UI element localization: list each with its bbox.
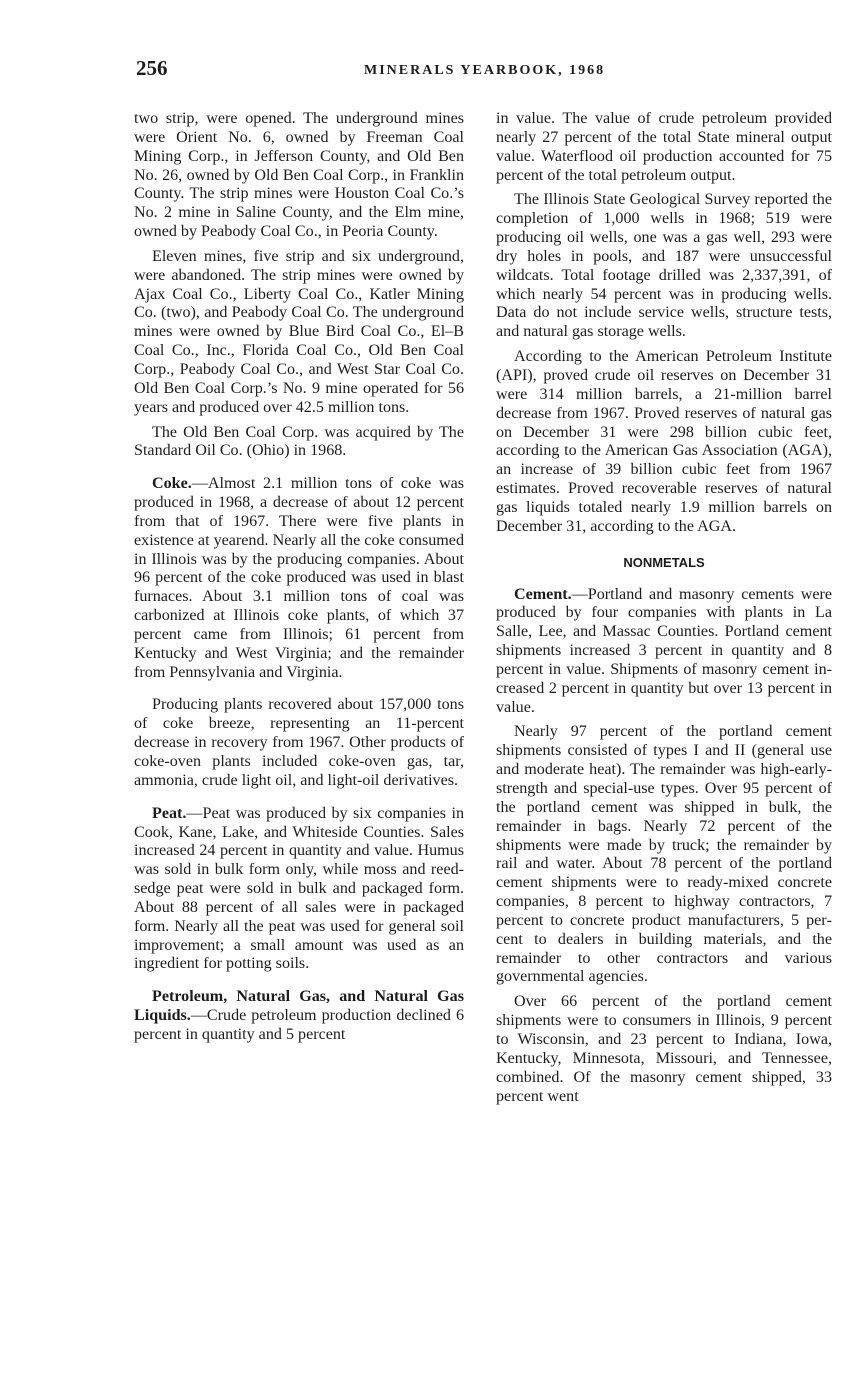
paragraph-peat [134,805,464,975]
paragraph-cement [496,586,832,718]
left-column [134,110,464,1045]
paragraph-coke [134,475,464,682]
coke-text: —Almost 2.1 million tons of coke was produced in 1968, a decrease of about 12 percent from that of 1967. There were five plants in existence at yearend. Nearly all the coke consumed in Illinois was by the producing companies. About 96 percent of the coke produced was used in blast furnaces. About 3.1 million tons of coal was carbonized at Illinois coke plants, of which 37 percent came from Illinois; 61 percent from Kentucky and West Virginia; and the remainder from Pennsylvania and Virginia. [134,475,464,681]
peat-text: —Peat was produced by six companies in Cook, Kane, Lake, and Whiteside Counties. Sales increased 24 percent in quantity and value. Humus was sold in bulk form only, while moss and reed-sedge peat were sold in bulk and packaged form. About 88 percent of all sales were in packaged form. Nearly all the peat was used for general soil improvement; a small amount was used as an ingredient for potting soils. [134,804,464,973]
page-number: 256 [136,56,168,80]
section-heading-nonmetals: NONMETALS [623,554,705,570]
paragraph-old-ben-acquisition: The Old Ben Coal Corp. was acquired by The Standard Oil Co. (Ohio) in 1968. [134,423,464,460]
cement-text: —Portland and masonry cements were produced by four companies with plants in La Salle, Lee, and Massac Counties. Portland cement shipments increased 3 percent in quantity and 8 percent in value. Shipments of masonry cement increased 2 percent in quantity but over 13 percent in value. [496,585,832,716]
paragraph-petroleum [134,988,464,1045]
paragraph-petroleum-value: in value. The value of crude petroleum provided nearly 27 percent of the total State mineral output value. Waterflood oil production accounted for 75 percent of the total petroleum output. [496,110,832,184]
paragraph-reserves: According to the American Petroleum Institute (API), proved crude oil reserves on December 31 were 314 million barrels, a 21-million barrel decrease from 1967. Proved reserves of natural gas on December 31 were 298 billion cubic feet, according to the American Gas Association (AGA), an increase of 39 billion cubic feet from 1967 estimates. Proved recoverable reserves of natural gas liquids totaled nearly 1.9 million barrels on December 31, according to the AGA. [496,348,832,535]
paragraph-cement-types: Nearly 97 percent of the portland cement shipments consisted of types I and II (general use and moderate heat). The remainder was high-early-strength and special-use types. Over 95 percent of the portland cement was shipped in bulk, the remainder in bags. Nearly 72 percent of the shipments were made by truck; the remainder by rail and water. About 78 percent of the portland cement shipments were to ready-mixed concrete companies, 8 percent to highway contractors, 7 percent to concrete product manufacturers, 5 percent to dealers in building materials, and the remainder to other contractors and various governmental agencies. [496,723,832,986]
paragraph-wells: The Illinois State Geological Survey reported the completion of 1,000 wells in 1968; 519 were producing oil wells, one was a gas well, 293 were dry holes in pools, and 187 were unsuccessful wildcats. Total footage drilled was 2,337,391, of which nearly 54 percent was in producing wells. Data do not include service wells, structure tests, and natural gas storage wells. [496,191,832,341]
paragraph-coke-breeze: Producing plants recovered about 157,000 tons of coke breeze, representing an 11-percent decrease in recovery from 1967. Other products of coke-oven plants included coke-oven gas, tar, ammonia, crude light oil, and light-oil derivatives. [134,696,464,789]
coke-heading: Coke. [152,475,192,493]
paragraph-cement-destinations: Over 66 percent of the portland cement shipments were to consumers in Illinois, 9 percent to Wisconsin, and 23 percent to Indiana, Iowa, Kentucky, Minnesota, Missouri, and Tennessee, combined. Of the masonry cement shipped, 33 percent went [496,993,832,1105]
right-column [496,110,832,1106]
paragraph-new-mines: two strip, were opened. The underground mines were Orient No. 6, owned by Freeman Coal Mining Corp., in Jefferson County, and Old Ben No. 26, owned by Old Ben Coal Corp., in Franklin County. The strip mines were Houston Coal Co.’s No. 2 mine in Saline County, and the Elm mine, owned by Peabody Coal Co., in Peoria County. [134,110,464,241]
running-head: MINERALS YEARBOOK, 1968 [364,63,606,78]
cement-heading: Cement. [514,585,572,603]
peat-heading: Peat. [152,804,187,822]
paragraph-abandoned-mines: Eleven mines, five strip and six underground, were abandoned. The strip mines were owned by Ajax Coal Co., Liberty Coal Co., Katler Mining Co. (two), and Peabody Coal Co. The underground mines were owned by Blue Bird Coal Co., El–B Coal Co., Inc., Florida Coal Co., Old Ben Coal Corp., Peabody Coal Co., and West Star Coal Co. Old Ben Coal Corp.’s No. 9 mine operated for 56 years and produced over 42.5 million tons. [134,247,464,416]
petroleum-heading: Petroleum, Natural Gas, and Natural Gas Liquids. [134,988,464,1025]
petroleum-text: —Crude petroleum production declined 6 percent in quantity and 5 percent [134,1007,464,1043]
